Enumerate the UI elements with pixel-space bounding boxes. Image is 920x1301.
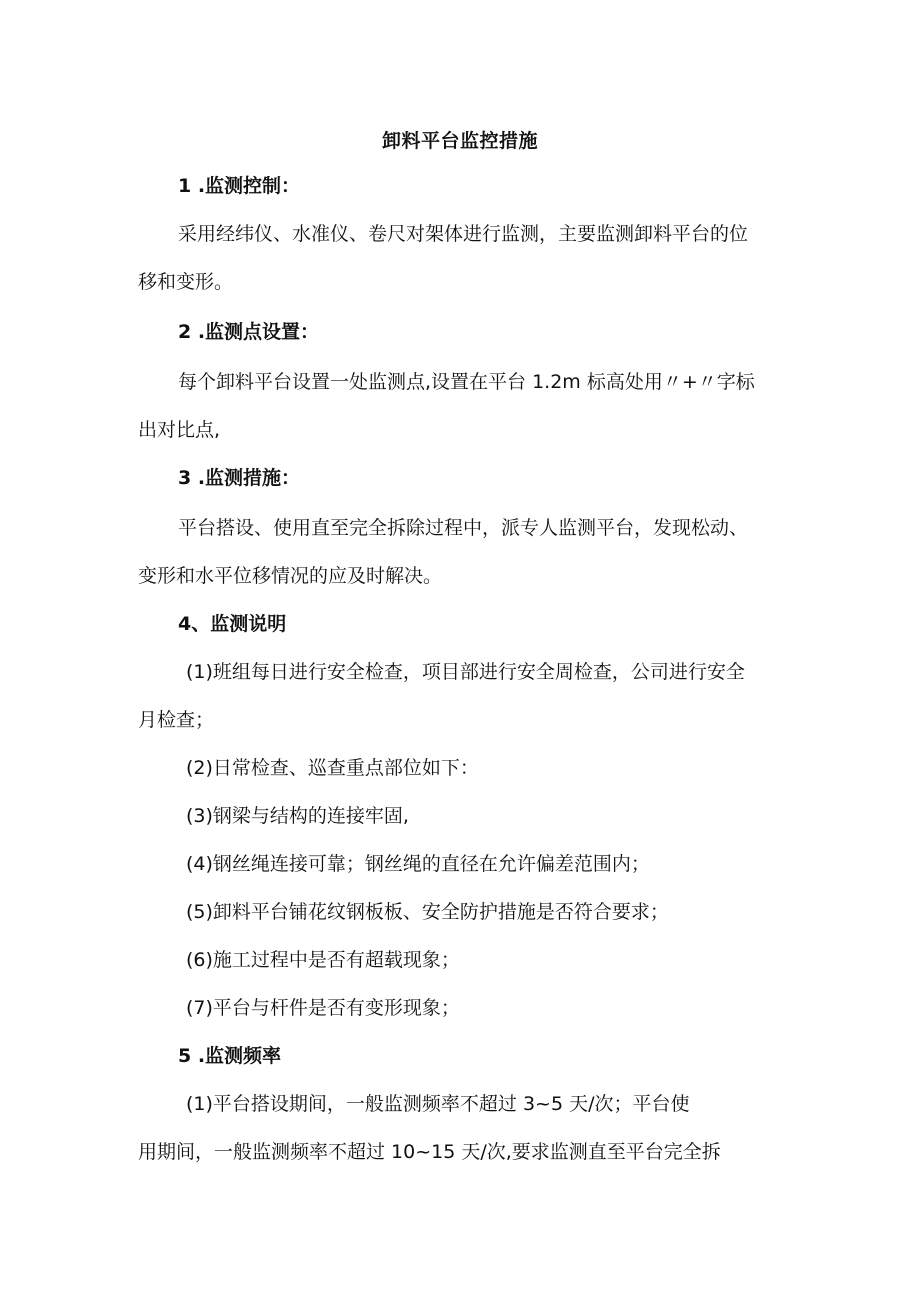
section-4-item-6: (6)施工过程中是否有超载现象；: [186, 949, 460, 971]
section-4-item-3: (3)钢梁与结构的连接牢固,: [186, 805, 409, 827]
section-2-body-line-1: 每个卸料平台设置一处监测点,设置在平台 1.2m 标高处用〃+〃字标: [178, 371, 755, 393]
section-4-heading: 4、监测说明: [178, 613, 287, 635]
section-3-body-line-2: 变形和水平位移情况的应及时解决。: [138, 565, 443, 587]
section-4-item-1-line-1: (1)班组每日进行安全检查，项目部进行安全周检查，公司进行安全: [186, 661, 745, 683]
section-4-item-5: (5)卸料平台铺花纹钢板板、安全防护措施是否符合要求；: [186, 901, 669, 923]
document-title: 卸料平台监控措施: [381, 130, 538, 152]
section-3-body-line-1: 平台搭设、使用直至完全拆除过程中，派专人监测平台，发现松动、: [178, 517, 749, 539]
section-1-body-line-2: 移和变形。: [138, 271, 234, 293]
section-1-heading: 1 .监测控制：: [178, 175, 301, 197]
section-2-body-line-2: 出对比点,: [138, 419, 221, 441]
section-5-item-1-line-1: (1)平台搭设期间，一般监测频率不超过 3~5 天/次；平台使: [186, 1093, 690, 1115]
section-5-heading: 5 .监测频率: [178, 1045, 282, 1067]
section-4-item-4: (4)钢丝绳连接可靠；钢丝绳的直径在允许偏差范围内；: [186, 853, 650, 875]
section-4-item-7: (7)平台与杆件是否有变形现象；: [186, 997, 460, 1019]
section-5-item-1-line-2: 用期间，一般监测频率不超过 10~15 天/次,要求监测直至平台完全拆: [138, 1141, 721, 1163]
section-2-heading: 2 .监测点设置：: [178, 321, 320, 343]
section-4-item-1-line-2: 月检查；: [138, 709, 215, 731]
section-1-body-line-1: 采用经纬仪、水准仪、卷尺对架体进行监测，主要监测卸料平台的位: [178, 223, 749, 245]
section-4-item-2: (2)日常检查、巡查重点部位如下：: [186, 757, 479, 779]
section-3-heading: 3 .监测措施：: [178, 467, 301, 489]
